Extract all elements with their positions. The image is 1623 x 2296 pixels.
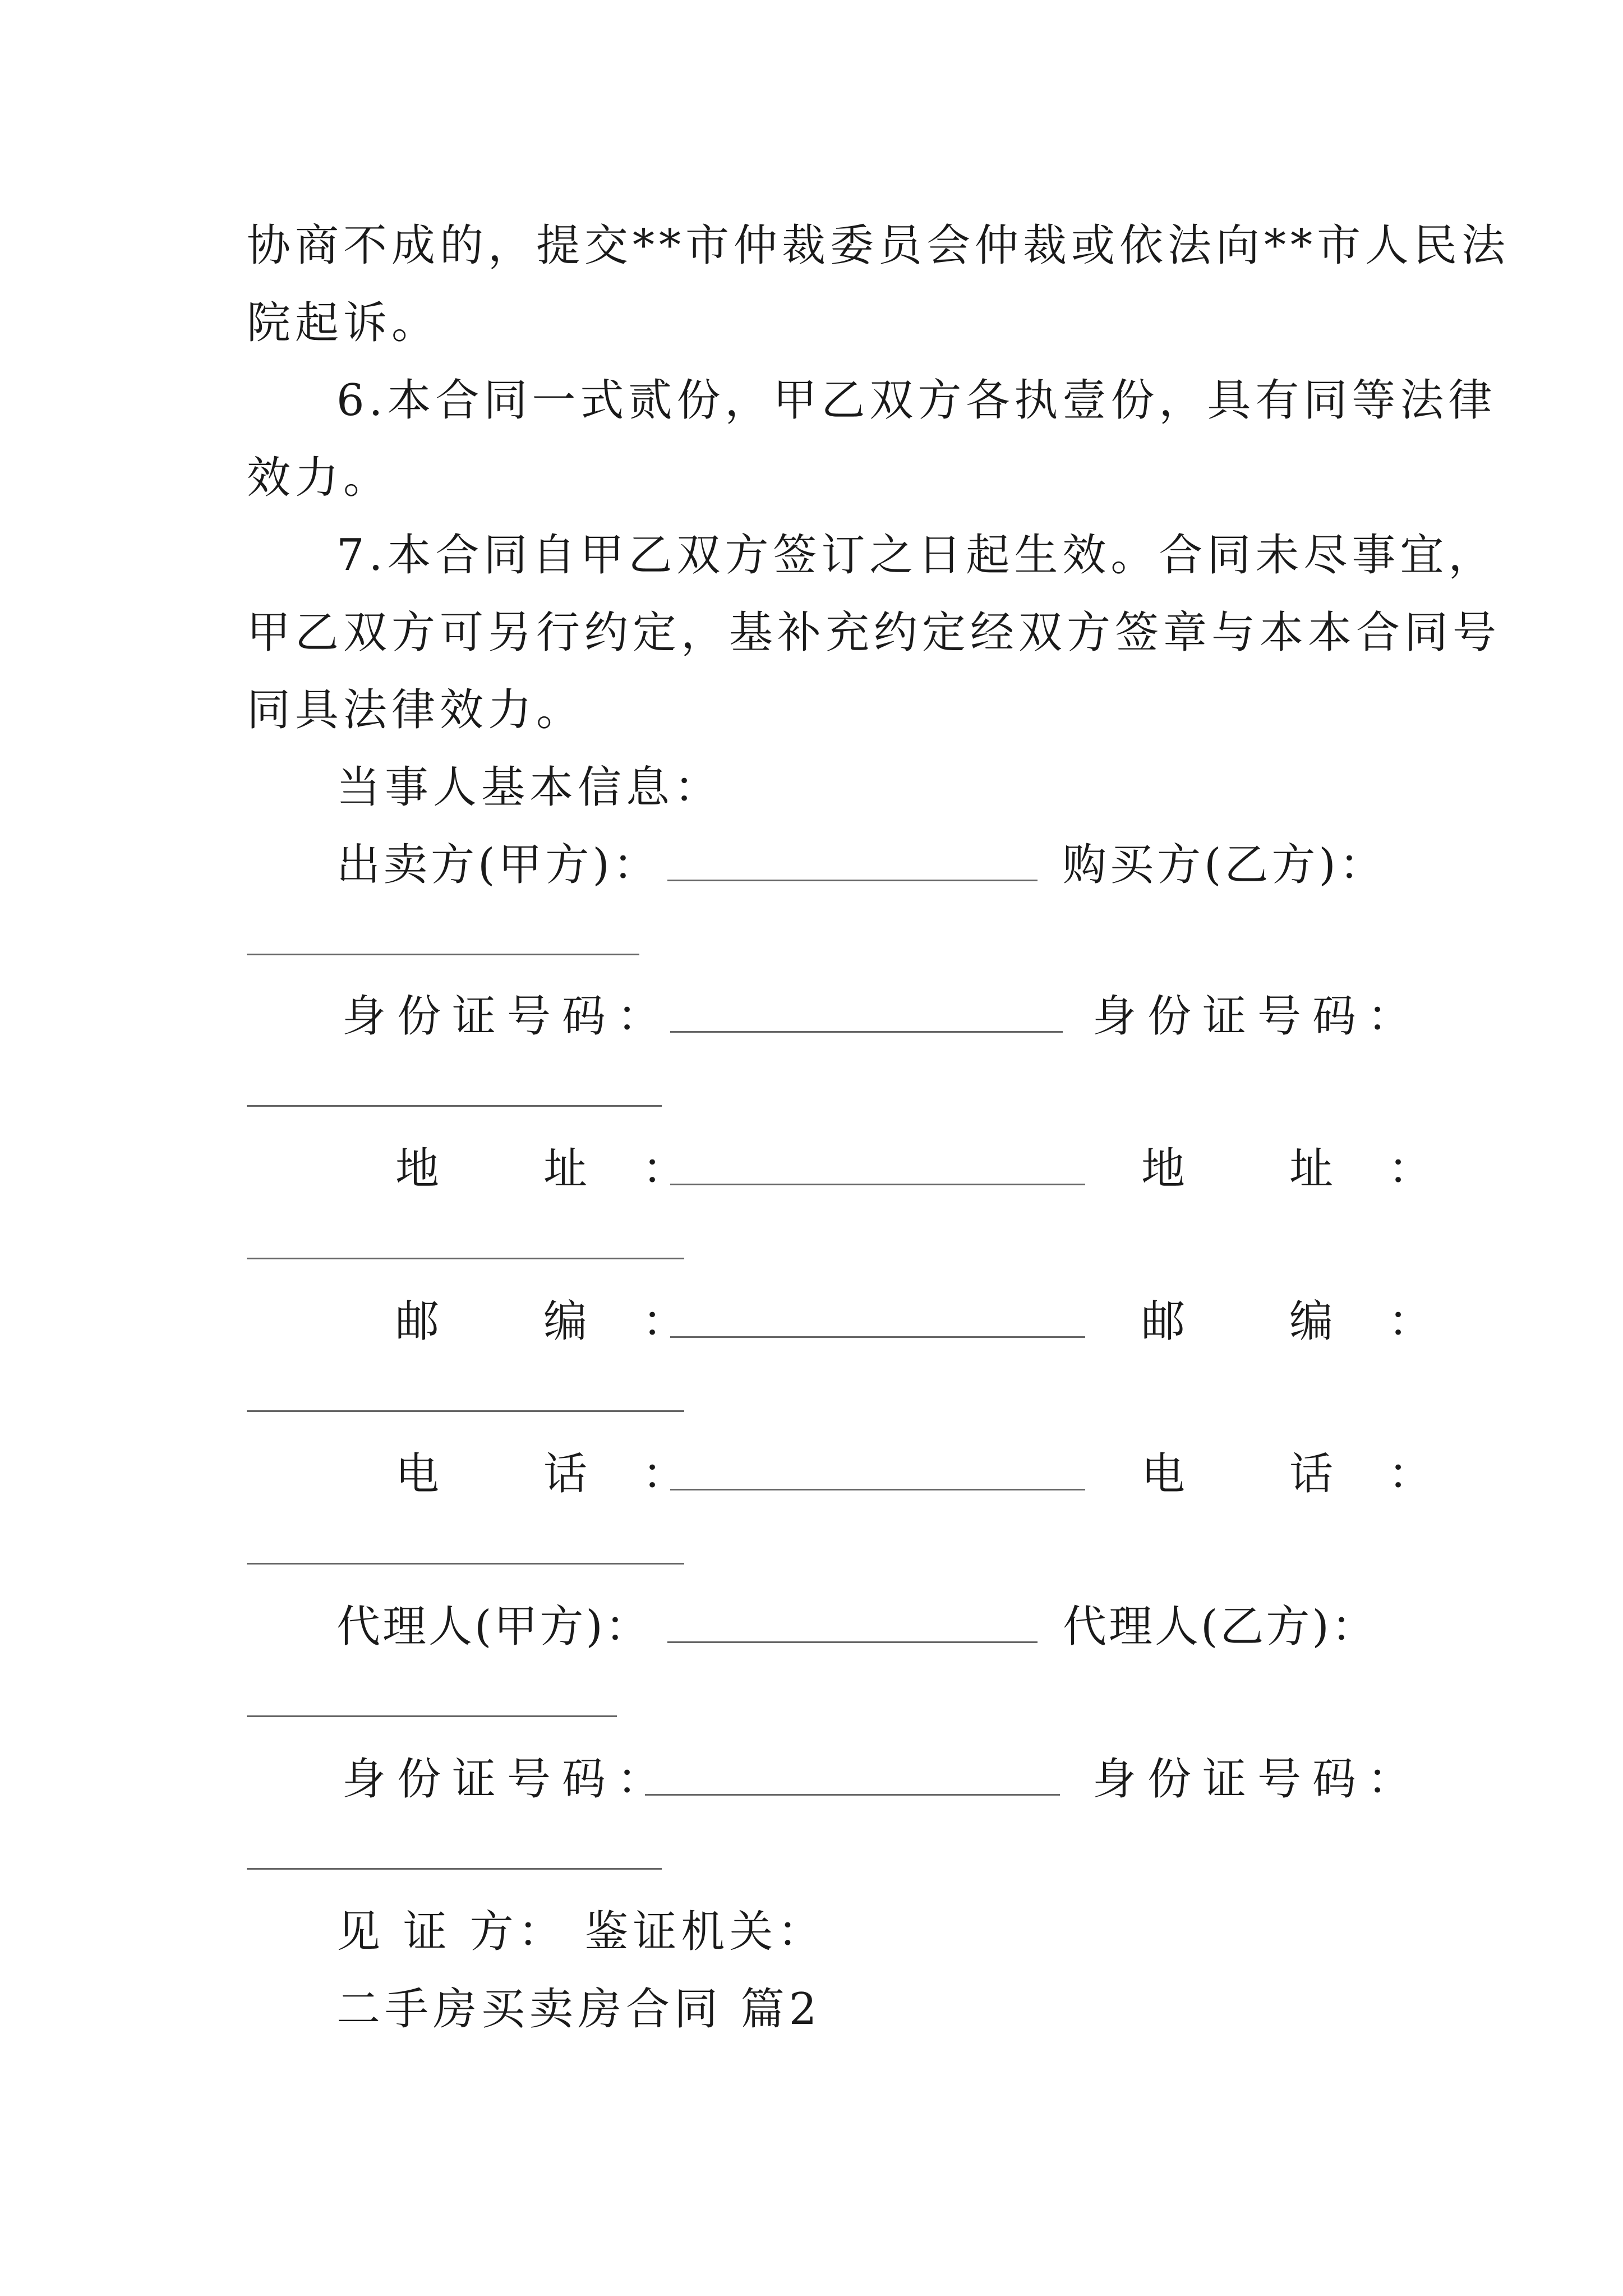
buyer-phone-label: 电 话 ： xyxy=(1141,1449,1438,1499)
witness-line: 见 证 方： 鉴证机关： xyxy=(336,1907,826,1957)
parties-heading: 当事人基本信息： xyxy=(336,762,723,813)
paragraph-6-line-1: 6.本合同一式贰份，甲乙双方各执壹份，具有同等法律 xyxy=(336,375,1497,426)
paragraph-7-line-1: 7.本合同自甲乙双方签订之日起生效。合同未尽事宜， xyxy=(336,530,1497,581)
paragraph-5-line-1: 协商不成的，提交**市仲裁委员会仲裁或依法向**市人民法 xyxy=(247,220,1510,271)
buyer-agent-id-blank[interactable] xyxy=(247,1868,662,1870)
seller-agent-blank[interactable] xyxy=(667,1641,1038,1643)
buyer-address-blank[interactable] xyxy=(247,1258,684,1259)
buyer-phone-blank[interactable] xyxy=(247,1563,684,1565)
seller-agent-label: 代理人(甲方)： xyxy=(336,1602,651,1652)
seller-zip-blank[interactable] xyxy=(670,1336,1085,1338)
seller-agent-id-label: 身份证号码： xyxy=(342,1754,672,1805)
seller-blank[interactable] xyxy=(667,880,1038,881)
seller-id-label: 身份证号码： xyxy=(342,991,672,1042)
seller-id-blank[interactable] xyxy=(670,1031,1063,1033)
seller-phone-blank[interactable] xyxy=(670,1489,1085,1490)
paragraph-6-line-2: 效力。 xyxy=(247,453,392,503)
buyer-agent-id-label: 身份证号码： xyxy=(1092,1754,1423,1805)
buyer-agent-label: 代理人(乙方)： xyxy=(1063,1602,1377,1652)
buyer-zip-blank[interactable] xyxy=(247,1410,684,1412)
seller-address-label: 地 址 ： xyxy=(395,1144,692,1194)
buyer-label: 购买方(乙方)： xyxy=(1063,840,1386,890)
buyer-address-label: 地 址 ： xyxy=(1141,1144,1438,1194)
buyer-blank[interactable] xyxy=(247,954,639,955)
seller-address-blank[interactable] xyxy=(670,1184,1085,1185)
buyer-agent-blank[interactable] xyxy=(247,1715,617,1717)
buyer-id-blank[interactable] xyxy=(247,1105,662,1107)
paragraph-7-line-2: 甲乙双方可另行约定，基补充约定经双方签章与本本合同号 xyxy=(247,608,1501,658)
seller-label: 出卖方(甲方)： xyxy=(336,840,660,890)
paragraph-5-line-2: 院起诉。 xyxy=(247,298,440,348)
paragraph-7-line-3: 同具法律效力。 xyxy=(247,685,585,735)
buyer-zip-label: 邮 编 ： xyxy=(1141,1296,1438,1347)
seller-zip-label: 邮 编 ： xyxy=(395,1296,692,1347)
buyer-id-label: 身份证号码： xyxy=(1092,991,1423,1042)
next-section-title: 二手房买卖房合同 篇2 xyxy=(336,1984,822,2035)
seller-phone-label: 电 话 ： xyxy=(395,1449,692,1499)
seller-agent-id-blank[interactable] xyxy=(645,1794,1060,1796)
